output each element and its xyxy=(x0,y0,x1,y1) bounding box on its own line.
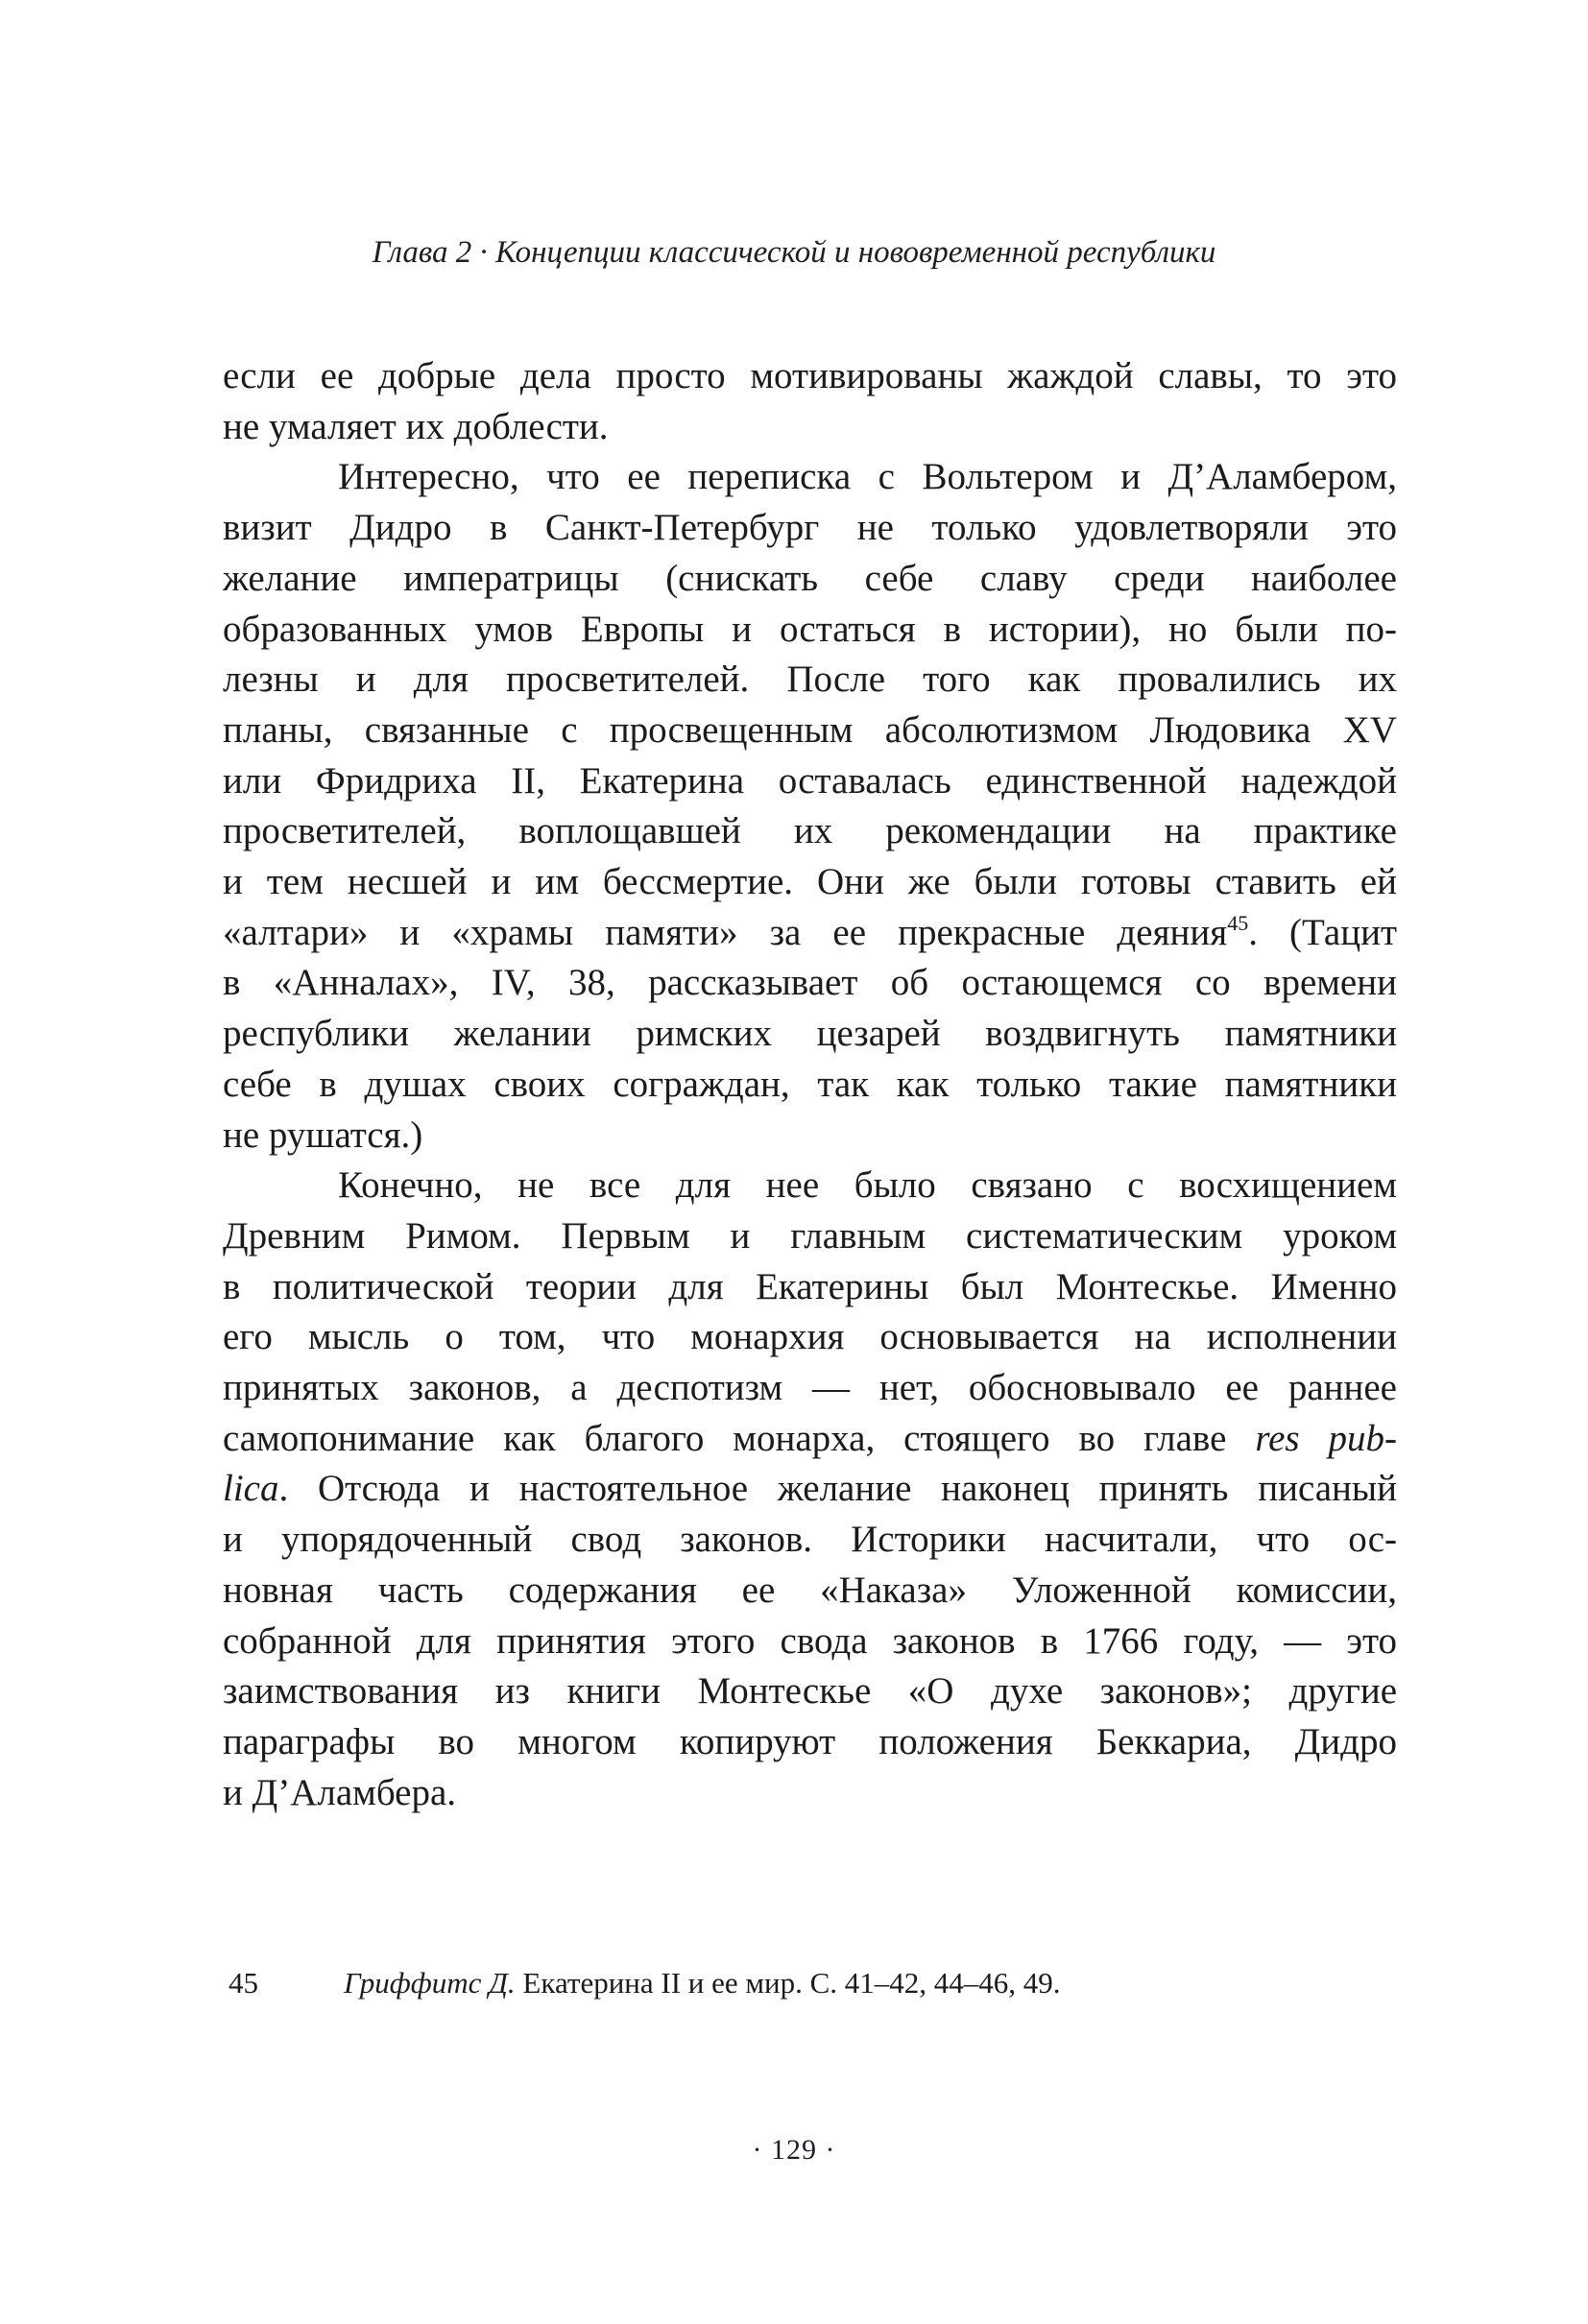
text-segment: . Отсюда и настоятельное желание наконец принять писаный xyxy=(278,1468,1397,1510)
body-line xyxy=(223,452,1397,503)
text-segment: самопонимание как благого монарха, стоящего во главе xyxy=(223,1417,1256,1459)
body-line xyxy=(223,1414,1397,1465)
text-segment: собранной для принятия этого свода законов в 1766 году, — это xyxy=(223,1619,1397,1662)
body-line xyxy=(223,706,1397,756)
body-line xyxy=(223,1363,1397,1414)
text-segment: образованных умов Европы и остаться в истории), но были по- xyxy=(223,608,1397,650)
text-segment: заимствования из книги Монтескье «О духе законов»; другие xyxy=(223,1670,1397,1713)
footnote-reference: 45 xyxy=(1227,910,1249,935)
body-line xyxy=(223,1666,1397,1717)
body-line xyxy=(223,655,1397,706)
text-segment: параграфы во многом копируют положения Беккариа, Дидро xyxy=(223,1720,1397,1762)
body-line xyxy=(223,806,1397,857)
text-segment: просветителей, воплощавшей их рекомендации на практике xyxy=(223,810,1397,852)
footnote-text xyxy=(344,1964,1403,2002)
body-line xyxy=(223,605,1397,656)
body-line xyxy=(223,1161,1397,1211)
body-line xyxy=(223,1262,1397,1313)
text-segment: принятых законов, а деспотизм — нет, обосновывало ее раннее xyxy=(223,1367,1397,1409)
text-segment: его мысль о том, что монархия основывается на исполнении xyxy=(223,1316,1397,1358)
body-line xyxy=(223,1768,1397,1819)
page-number: · 129 · xyxy=(752,2134,836,2166)
footnote-citation: Екатерина II и ее мир. С. 41–42, 44–46, 49. xyxy=(515,1966,1061,2000)
body-line xyxy=(223,1617,1397,1667)
text-segment: Интересно, что ее переписка с Вольтером и Д’Аламбером, xyxy=(338,456,1397,498)
body-line xyxy=(223,908,1397,959)
body-line xyxy=(223,1515,1397,1566)
text-segment: и Д’Аламбера. xyxy=(223,1771,457,1813)
text-segment: Древним Римом. Первым и главным систематическим уроком xyxy=(223,1214,1397,1257)
body-line xyxy=(223,1312,1397,1363)
footnote xyxy=(229,1964,1403,2002)
text-segment: и упорядоченный свод законов. Историки насчитали, что ос- xyxy=(223,1519,1397,1561)
text-segment: новная часть содержания ее «Наказа» Уложенной комиссии, xyxy=(223,1569,1397,1611)
body-line xyxy=(223,756,1397,807)
paragraph xyxy=(223,1161,1397,1818)
text-segment: себе в душах своих сограждан, так как только такие памятники xyxy=(223,1063,1397,1105)
text-segment: желание императрицы (снискать себе славу среди наиболее xyxy=(223,557,1397,599)
text-segment: планы, связанные с просвещенным абсолютизмом Людовика XV xyxy=(223,708,1397,751)
text-segment: в «Анналах», IV, 38, рассказывает об остающемся со времени xyxy=(223,962,1397,1004)
body-line xyxy=(223,554,1397,605)
footnote-author: Гриффитс Д. xyxy=(344,1966,516,2000)
text-segment: в политической теории для Екатерины был Монтескье. Именно xyxy=(223,1265,1397,1307)
body-line xyxy=(223,958,1397,1009)
body-line xyxy=(223,402,1397,453)
paragraph xyxy=(223,351,1397,452)
body-line xyxy=(223,1060,1397,1111)
body-line xyxy=(223,503,1397,554)
text-segment: не умаляет их доблести. xyxy=(223,405,609,447)
text-segment: визит Дидро в Санкт-Петербург не только удовлетворяли это xyxy=(223,507,1397,549)
text-segment: «алтари» и «храмы памяти» за ее прекрасные деяния xyxy=(223,911,1228,953)
body-line xyxy=(223,1009,1397,1060)
text-segment: Конечно, не все для нее было связано с восхищением xyxy=(338,1164,1397,1207)
running-header: Глава 2 · Концепции классической и нововременной республики xyxy=(372,235,1216,270)
text-segment: республики желании римских цезарей воздвигнуть памятники xyxy=(223,1013,1397,1055)
text-segment: и тем несшей и им бессмертие. Они же были готовы ставить ей xyxy=(223,861,1397,903)
text-segment: лезны и для просветителей. После того как провалились их xyxy=(223,659,1397,701)
text-segment: если ее добрые дела просто мотивированы жаждой славы, то это xyxy=(223,355,1397,396)
paragraph xyxy=(223,452,1397,1161)
body-text xyxy=(223,351,1397,1818)
body-line xyxy=(223,1211,1397,1262)
body-line xyxy=(223,1111,1397,1162)
text-segment: . (Тацит xyxy=(1248,911,1397,953)
body-line xyxy=(223,1566,1397,1617)
footnote-number: 45 xyxy=(229,1966,258,2000)
body-line xyxy=(223,1717,1397,1768)
text-segment: res pub- xyxy=(1255,1417,1397,1459)
body-line xyxy=(223,857,1397,908)
body-line xyxy=(223,1464,1397,1515)
body-line xyxy=(223,351,1397,402)
text-segment: не рушатся.) xyxy=(223,1114,423,1156)
text-segment: или Фридриха II, Екатерина оставалась единственной надеждой xyxy=(223,759,1397,802)
text-segment: lica xyxy=(223,1468,279,1510)
